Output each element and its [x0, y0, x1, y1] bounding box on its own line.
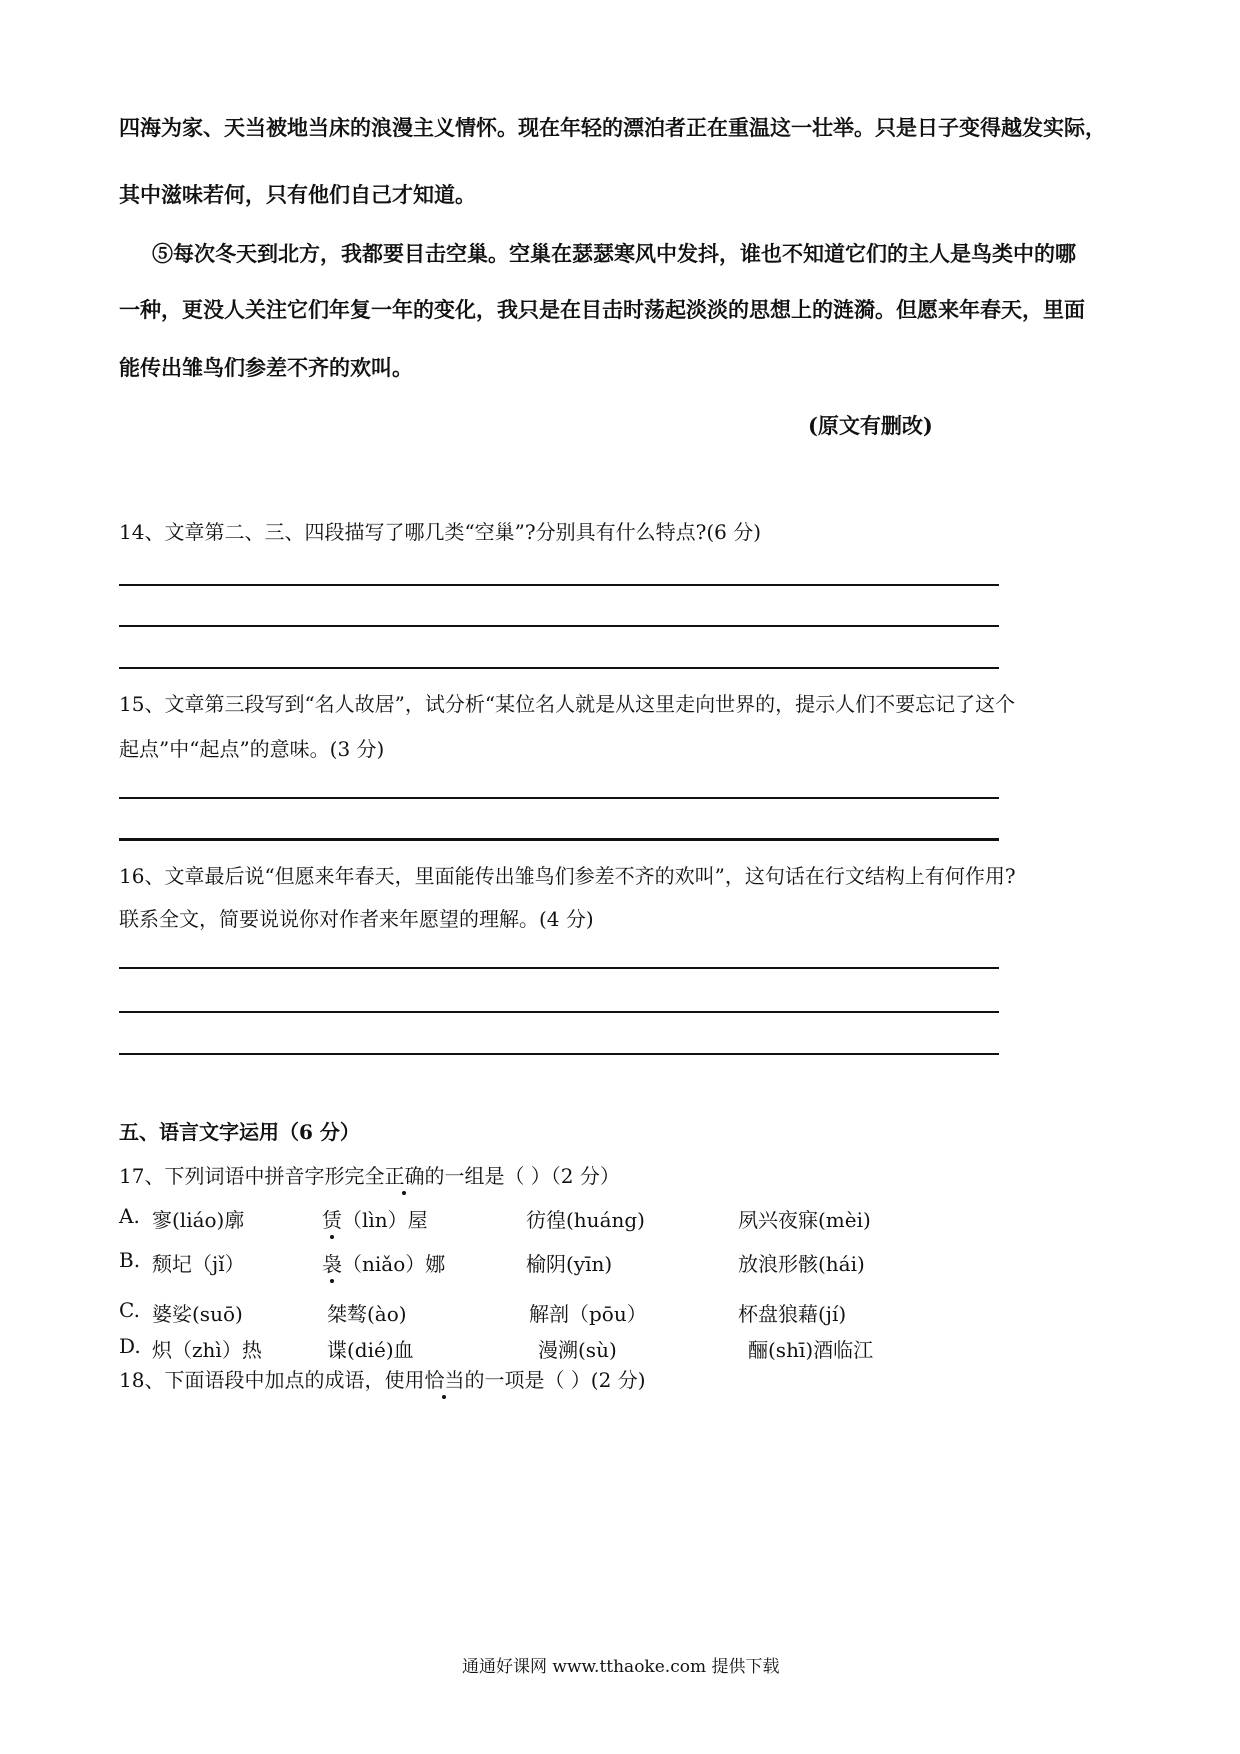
answer-line[interactable]: [119, 1011, 999, 1013]
option-d-word-1: 炽（zhì）热: [152, 1338, 262, 1362]
question-14: 14、文章第二、三、四段描写了哪几类“空巢”?分别具有什么特点?(6 分): [119, 520, 762, 544]
question-17: [119, 1160, 620, 1189]
page-footer: 通通好课网 www.tthaoke.com 提供下载: [462, 1657, 780, 1677]
question-18-emphasis: 恰当: [424, 1368, 465, 1392]
option-b-label: B.: [119, 1248, 141, 1272]
passage-p5-line3: 能传出雏鸟们参差不齐的欢叫。: [119, 355, 413, 380]
option-c-word-1: 婆娑(suō): [152, 1302, 243, 1326]
option-c-word-2: 桀骜(ào): [327, 1302, 407, 1326]
question-17-emphasis: 正确: [384, 1164, 425, 1188]
passage-p4-line1: 四海为家、天当被地当床的浪漫主义情怀。现在年轻的漂泊者正在重温这一壮举。只是日子变得越发实际，: [119, 115, 1106, 140]
option-a-word-1: 寥(liáo)廓: [152, 1208, 245, 1232]
question-17-text-pre: 17、下列词语中拼音字形完全: [119, 1164, 385, 1188]
question-15-line1: 15、文章第三段写到“名人故居”，试分析“某位名人就是从这里走向世界的，提示人们不要忘记了这个: [119, 692, 1016, 716]
option-b-word-2-rest: （niǎo）娜: [342, 1252, 446, 1276]
question-16-line1: 16、文章最后说“但愿来年春天，里面能传出雏鸟们参差不齐的欢叫”，这句话在行文结构上有何作用?: [119, 864, 1016, 888]
question-18-text-post: 的一项是（ ）(2 分): [464, 1368, 646, 1392]
question-18: [119, 1364, 646, 1393]
option-d-word-3: 漫溯(sù): [538, 1338, 617, 1362]
option-c-label: C.: [119, 1298, 140, 1322]
option-a-word-2: [322, 1204, 428, 1233]
option-d-word-2: 谍(dié)血: [327, 1338, 414, 1362]
option-a-word-4: 夙兴夜寐(mèi): [738, 1208, 871, 1232]
question-15-line2: 起点”中“起点”的意味。(3 分): [119, 737, 385, 761]
answer-line[interactable]: [119, 967, 999, 969]
option-c-word-3: 解剖（pōu）: [529, 1302, 647, 1326]
option-c-word-4: 杯盘狼藉(jí): [738, 1302, 847, 1326]
passage-p4-line2: 其中滋味若何，只有他们自己才知道。: [119, 182, 476, 207]
option-b-word-1: 颓圮（jǐ）: [152, 1252, 245, 1276]
option-d-word-4: 酾(shī)酒临江: [748, 1338, 874, 1362]
answer-line[interactable]: [119, 797, 999, 799]
option-a-word-2-char: 赁: [322, 1208, 342, 1232]
option-b-word-2-char: 袅: [322, 1252, 342, 1276]
answer-line[interactable]: [119, 625, 999, 627]
answer-line[interactable]: [119, 1053, 999, 1055]
option-b-word-3: 榆阴(yīn): [526, 1252, 613, 1276]
answer-line[interactable]: [119, 838, 999, 841]
section-5-title: 五、语言文字运用（6 分）: [119, 1120, 360, 1144]
option-a-word-2-rest: （lìn）屋: [342, 1208, 428, 1232]
answer-line[interactable]: [119, 667, 999, 669]
question-18-text-pre: 18、下面语段中加点的成语，使用: [119, 1368, 425, 1392]
passage-p5-line2: 一种，更没人关注它们年复一年的变化，我只是在目击时荡起淡淡的思想上的涟漪。但愿来年春天，里面: [119, 297, 1085, 322]
passage-p5-line1: ⑤每次冬天到北方，我都要目击空巢。空巢在瑟瑟寒风中发抖，谁也不知道它们的主人是鸟类中的哪: [152, 241, 1076, 266]
question-16-line2: 联系全文，简要说说你对作者来年愿望的理解。(4 分): [119, 907, 594, 931]
option-b-word-2: [322, 1248, 445, 1277]
option-b-word-4: 放浪形骸(hái): [738, 1252, 865, 1276]
passage-note: (原文有删改): [808, 413, 933, 438]
option-d-label: D.: [119, 1334, 141, 1358]
question-17-text-post: 的一组是（ ）（2 分）: [424, 1164, 620, 1188]
option-a-label: A.: [119, 1204, 140, 1228]
answer-line[interactable]: [119, 584, 999, 586]
option-a-word-3: 彷徨(huáng): [526, 1208, 645, 1232]
